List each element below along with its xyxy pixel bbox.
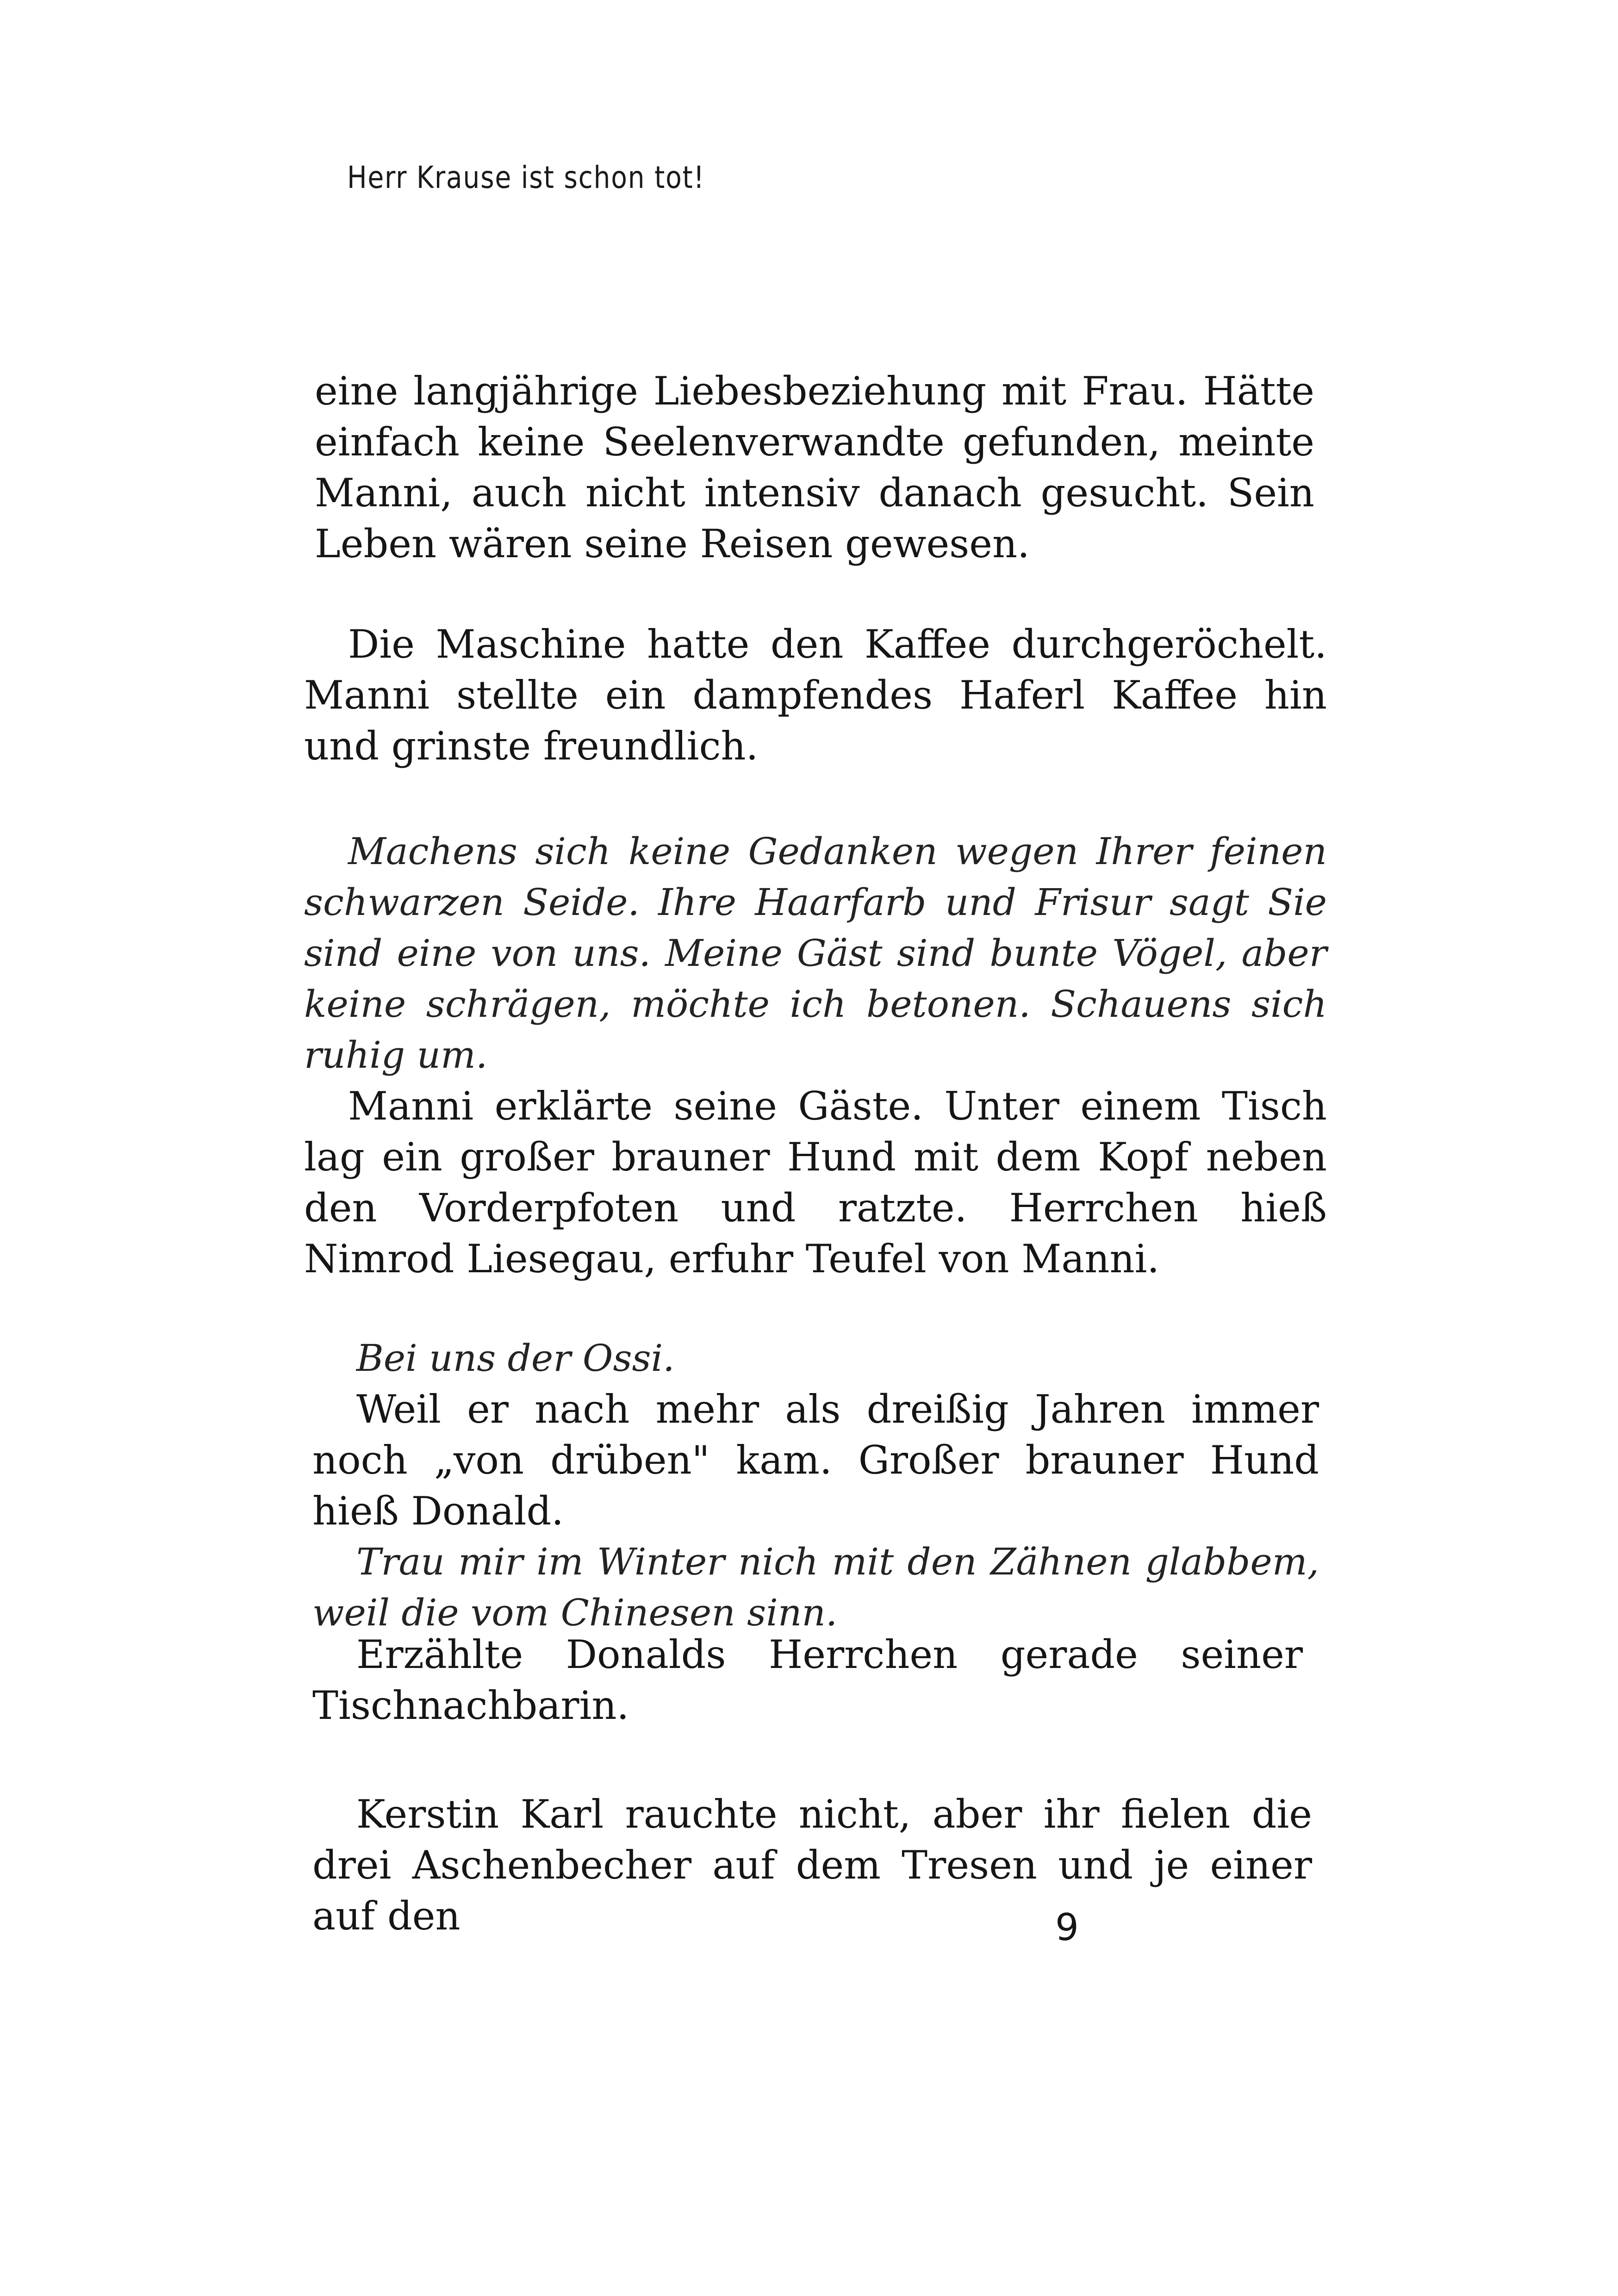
paragraph-5-text: Weil er nach mehr als dreißig Jahren immer noch „von drüben" kam. Großer brauner Hund hieß Donald. bbox=[312, 1387, 1319, 1534]
paragraph-2: Die Maschine hatte den Kaffee durchgeröchelt. Manni stellte ein dampfendes Haferl Kaffee hin und grinste freundlich. bbox=[304, 622, 1327, 769]
paragraph-6-text: Erzählte Donalds Herrchen gerade seiner Tischnachbarin. bbox=[312, 1632, 1303, 1728]
paragraph-5-quote: Bei uns der Ossi. bbox=[356, 1337, 675, 1380]
paragraph-4: Manni erklärte seine Gäste. Unter einem Tisch lag ein großer brauner Hund mit dem Kopf neben den Vorderpfoten und ratzte. Herrchen hieß Nimrod Liesegau, erfuhr Teufel von Manni. bbox=[304, 1083, 1327, 1282]
paragraph-6-quote: Trau mir im Winter nich mit den Zähnen glabbem, weil die vom Chinesen sinn. bbox=[312, 1540, 1319, 1634]
paragraph-7: Kerstin Karl rauchte nicht, aber ihr fielen die drei Aschenbecher auf dem Tresen und je einer auf den bbox=[312, 1792, 1312, 1939]
paragraph-1: eine langjährige Liebesbeziehung mit Frau. Hätte einfach keine Seelenverwandte gefunden, meinte Manni, auch nicht intensiv danach gesucht. Sein Leben wären seine Reisen gewesen. bbox=[315, 368, 1314, 566]
running-header: Herr Krause ist schon tot! bbox=[347, 160, 705, 195]
paragraph-3-quote: Machens sich keine Gedanken wegen Ihrer feinen schwarzen Seide. Ihre Haarfarb und Frisur sagt Sie sind eine von uns. Meine Gäst sind bunte Vögel, aber keine schrägen, möchte ich betonen. Schauens sich ruhig um. bbox=[304, 830, 1327, 1076]
page-number: 9 bbox=[1055, 1906, 1079, 1949]
